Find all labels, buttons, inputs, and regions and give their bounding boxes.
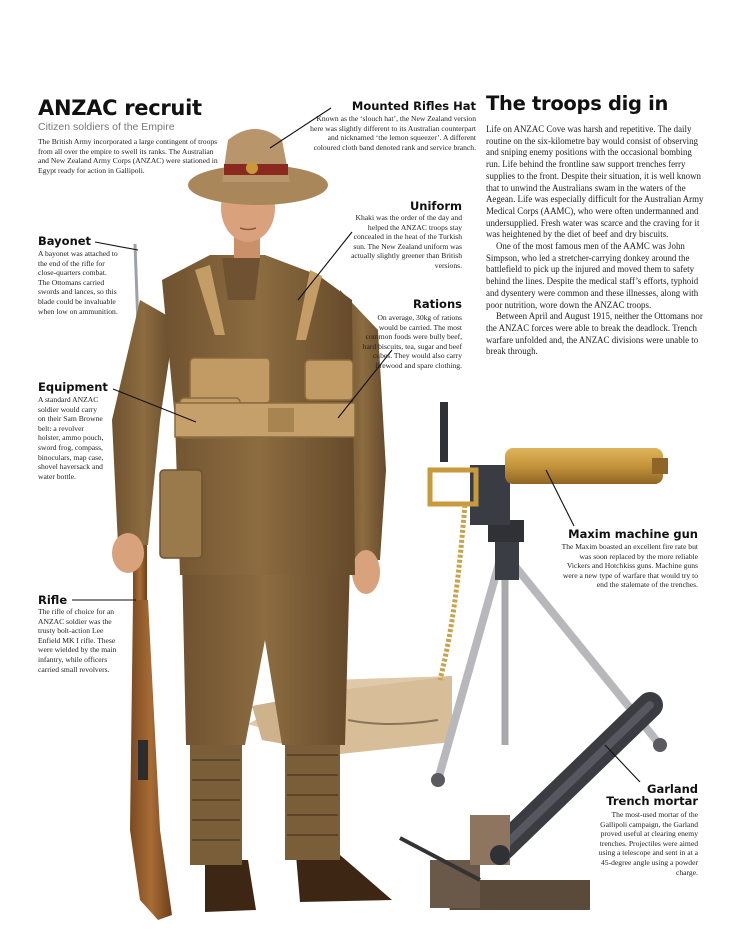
rations-text: On average, 30kg of rations would be carried. The most common foods were bully beef, hard biscuits, tea, sugar and beef cubes. They would also carry firewood and spare clothing. bbox=[362, 313, 462, 370]
mortar-text: The most-used mortar of the Gallipoli campaign, the Garland proved useful at clearing enemy trenches. Projectiles were aimed using a telescope and sent in at a 45-degree angle using a powder charge. bbox=[598, 810, 698, 877]
uniform-label: Uniform bbox=[409, 199, 462, 213]
bayonet-label: Bayonet bbox=[38, 234, 92, 248]
rifle-label: Rifle bbox=[38, 593, 68, 607]
mortar-label-line2: Trench mortar bbox=[606, 794, 698, 808]
article-body bbox=[486, 124, 708, 358]
hat-label: Mounted Rifles Hat bbox=[351, 99, 476, 113]
article-title: The troops dig in bbox=[486, 92, 669, 115]
article-paragraph: Life on ANZAC Cove was harsh and repetitive. The daily routine on the six-kilometre bay would consist of observing and sniping enemy positions with the occasional bombing run. Life behind the frontline saw support trenches ferry supplies to the front. Despite their situation, it is well known that to unwind the Australians swam in the waters of the Aegean. Life was especially difficult for the Australian Army Medical Corps (AAMC), who were often undermanned and undersupplied. Fresh water was scarce and the craving for it was heightened by the diet of beef and dry biscuits. bbox=[486, 124, 704, 240]
page-subtitle: Citizen soldiers of the Empire bbox=[38, 121, 175, 133]
bayonet-text: A bayonet was attached to the end of the rifle for close-quarters combat. The Ottomans carried swords and lances, so this blade could be invaluable when low on ammunition. bbox=[38, 249, 118, 316]
uniform-text: Khaki was the order of the day and helped the ANZAC troops stay concealed in the heat of the Turkish sun. The New Zealand uniform was actually slightly greener than British versions. bbox=[351, 213, 462, 270]
equipment-label: Equipment bbox=[38, 380, 108, 394]
rations-label: Rations bbox=[413, 297, 462, 311]
article-paragraph: One of the most famous men of the AAMC was John Simpson, who led a stretcher-carrying donkey around the battlefield to pick up the injured and moved them to safety behind the lines. Despite the medical staff’s efforts, typhoid and dysentery were common and these illnesses, along with poor nutrition, wore down the ANZAC troops. bbox=[486, 241, 699, 310]
article-paragraph: Between April and August 1915, neither the Ottomans nor the ANZAC forces were able to break the deadlock. Trench warfare unfolded and, the ANZAC divisions were unable to break through. bbox=[486, 311, 703, 357]
rifle-text: The rifle of choice for an ANZAC soldier was the trusty bolt-action Lee Enfield MK I rifle. These were wielded by the main infantry, while officers carried small revolvers. bbox=[38, 607, 117, 674]
intro-text: The British Army incorporated a large contingent of troops from all over the empire to swell its ranks. The Australian and New Zealand Army Corps (ANZAC) were stationed in Egypt ready for action in Gallipoli. bbox=[38, 137, 218, 175]
hat-text: Known as the ‘slouch hat’, the New Zealand version here was slightly different to its Australian counterpart and nicknamed ‘the lemon squeezer’. A different coloured cloth band denoted rank and service branch. bbox=[310, 114, 476, 152]
equipment-text: A standard ANZAC soldier would carry on their Sam Browne belt: a revolver holster, ammo pouch, sword frog, compass, binoculars, map case, shovel haversack and water bottle. bbox=[38, 395, 104, 481]
mortar-label-line1: Garland bbox=[647, 782, 698, 796]
page-title: ANZAC recruit bbox=[38, 96, 202, 120]
maxim-text: The Maxim boasted an excellent fire rate but was soon replaced by the more reliable Vickers and Hotchkiss guns. Machine guns were a new type of warfare that would try to end the stalemate of the trenches. bbox=[561, 542, 698, 590]
maxim-label: Maxim machine gun bbox=[568, 527, 698, 541]
mortar-label bbox=[560, 783, 698, 807]
